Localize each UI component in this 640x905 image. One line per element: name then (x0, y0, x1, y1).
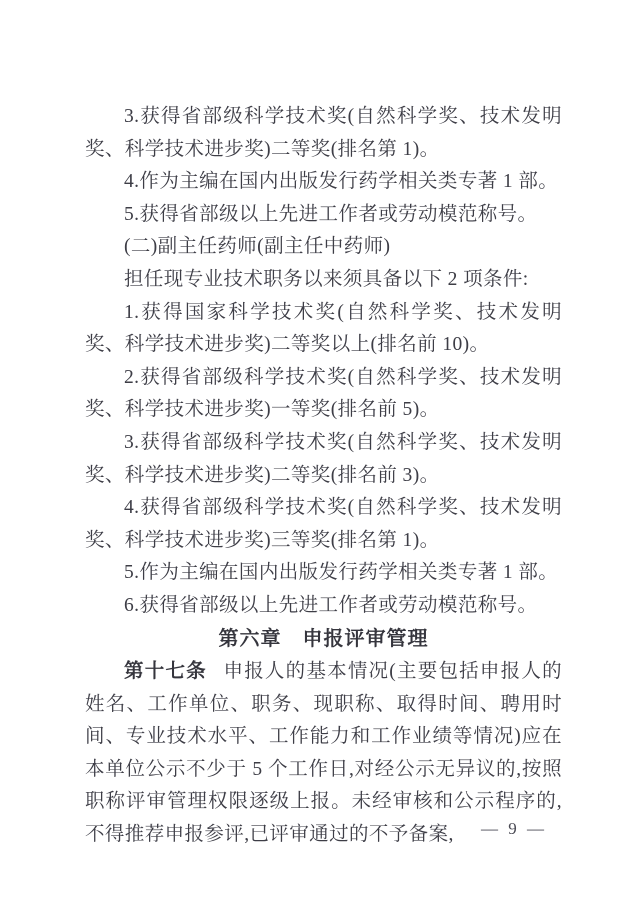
list-item-4: 4.作为主编在国内出版发行药学相关类专著 1 部。 (124, 171, 559, 193)
list-item-5: 5.获得省部级以上先进工作者或劳动模范称号。 (124, 203, 538, 225)
list-item-1: 1.获得国家科学技术奖(自然科学奖、技术发明奖、科学技术进步奖)二等奖以上(排名前 10)。 (85, 301, 562, 356)
list-item-3b: 3.获得省部级科学技术奖(自然科学奖、技术发明奖、科学技术进步奖)二等奖(排名前 3)。 (85, 431, 562, 486)
article-number: 第十七条 (124, 660, 207, 683)
article-text: 申报人的基本情况(主要包括申报人的姓名、工作单位、职务、现职称、取得时间、聘用时间、专业技术水平、工作能力和工作业绩等情况)应在本单位公示不少于 5 个工作日,对经公示无异议的,按照职称评审管理权限逐级上报。未经审核和公示程序的,不得推荐申报参评,已评审通过的不予备案, (85, 661, 562, 846)
list-item-5b: 5.作为主编在国内出版发行药学相关类专著 1 部。 (124, 562, 559, 584)
list-item-6b: 6.获得省部级以上先进工作者或劳动模范称号。 (124, 594, 538, 616)
section-subheading: (二)副主任药师(副主任中药师) (124, 236, 391, 258)
requirements-intro: 担任现专业技术职务以来须具备以下 2 项条件: (124, 268, 529, 290)
chapter-heading: 第六章 申报评审管理 (218, 627, 429, 650)
list-item-3: 3.获得省部级科学技术奖(自然科学奖、技术发明奖、科学技术进步奖)二等奖(排名第 1)。 (85, 106, 562, 160)
page-number: — 9 — (481, 819, 547, 838)
list-item-4b: 4.获得省部级科学技术奖(自然科学奖、技术发明奖、科学技术进步奖)三等奖(排名第 1)。 (85, 497, 562, 551)
document-body (85, 101, 562, 852)
list-item-2: 2.获得省部级科学技术奖(自然科学奖、技术发明奖、科学技术进步奖)一等奖(排名前 5)。 (85, 366, 562, 421)
